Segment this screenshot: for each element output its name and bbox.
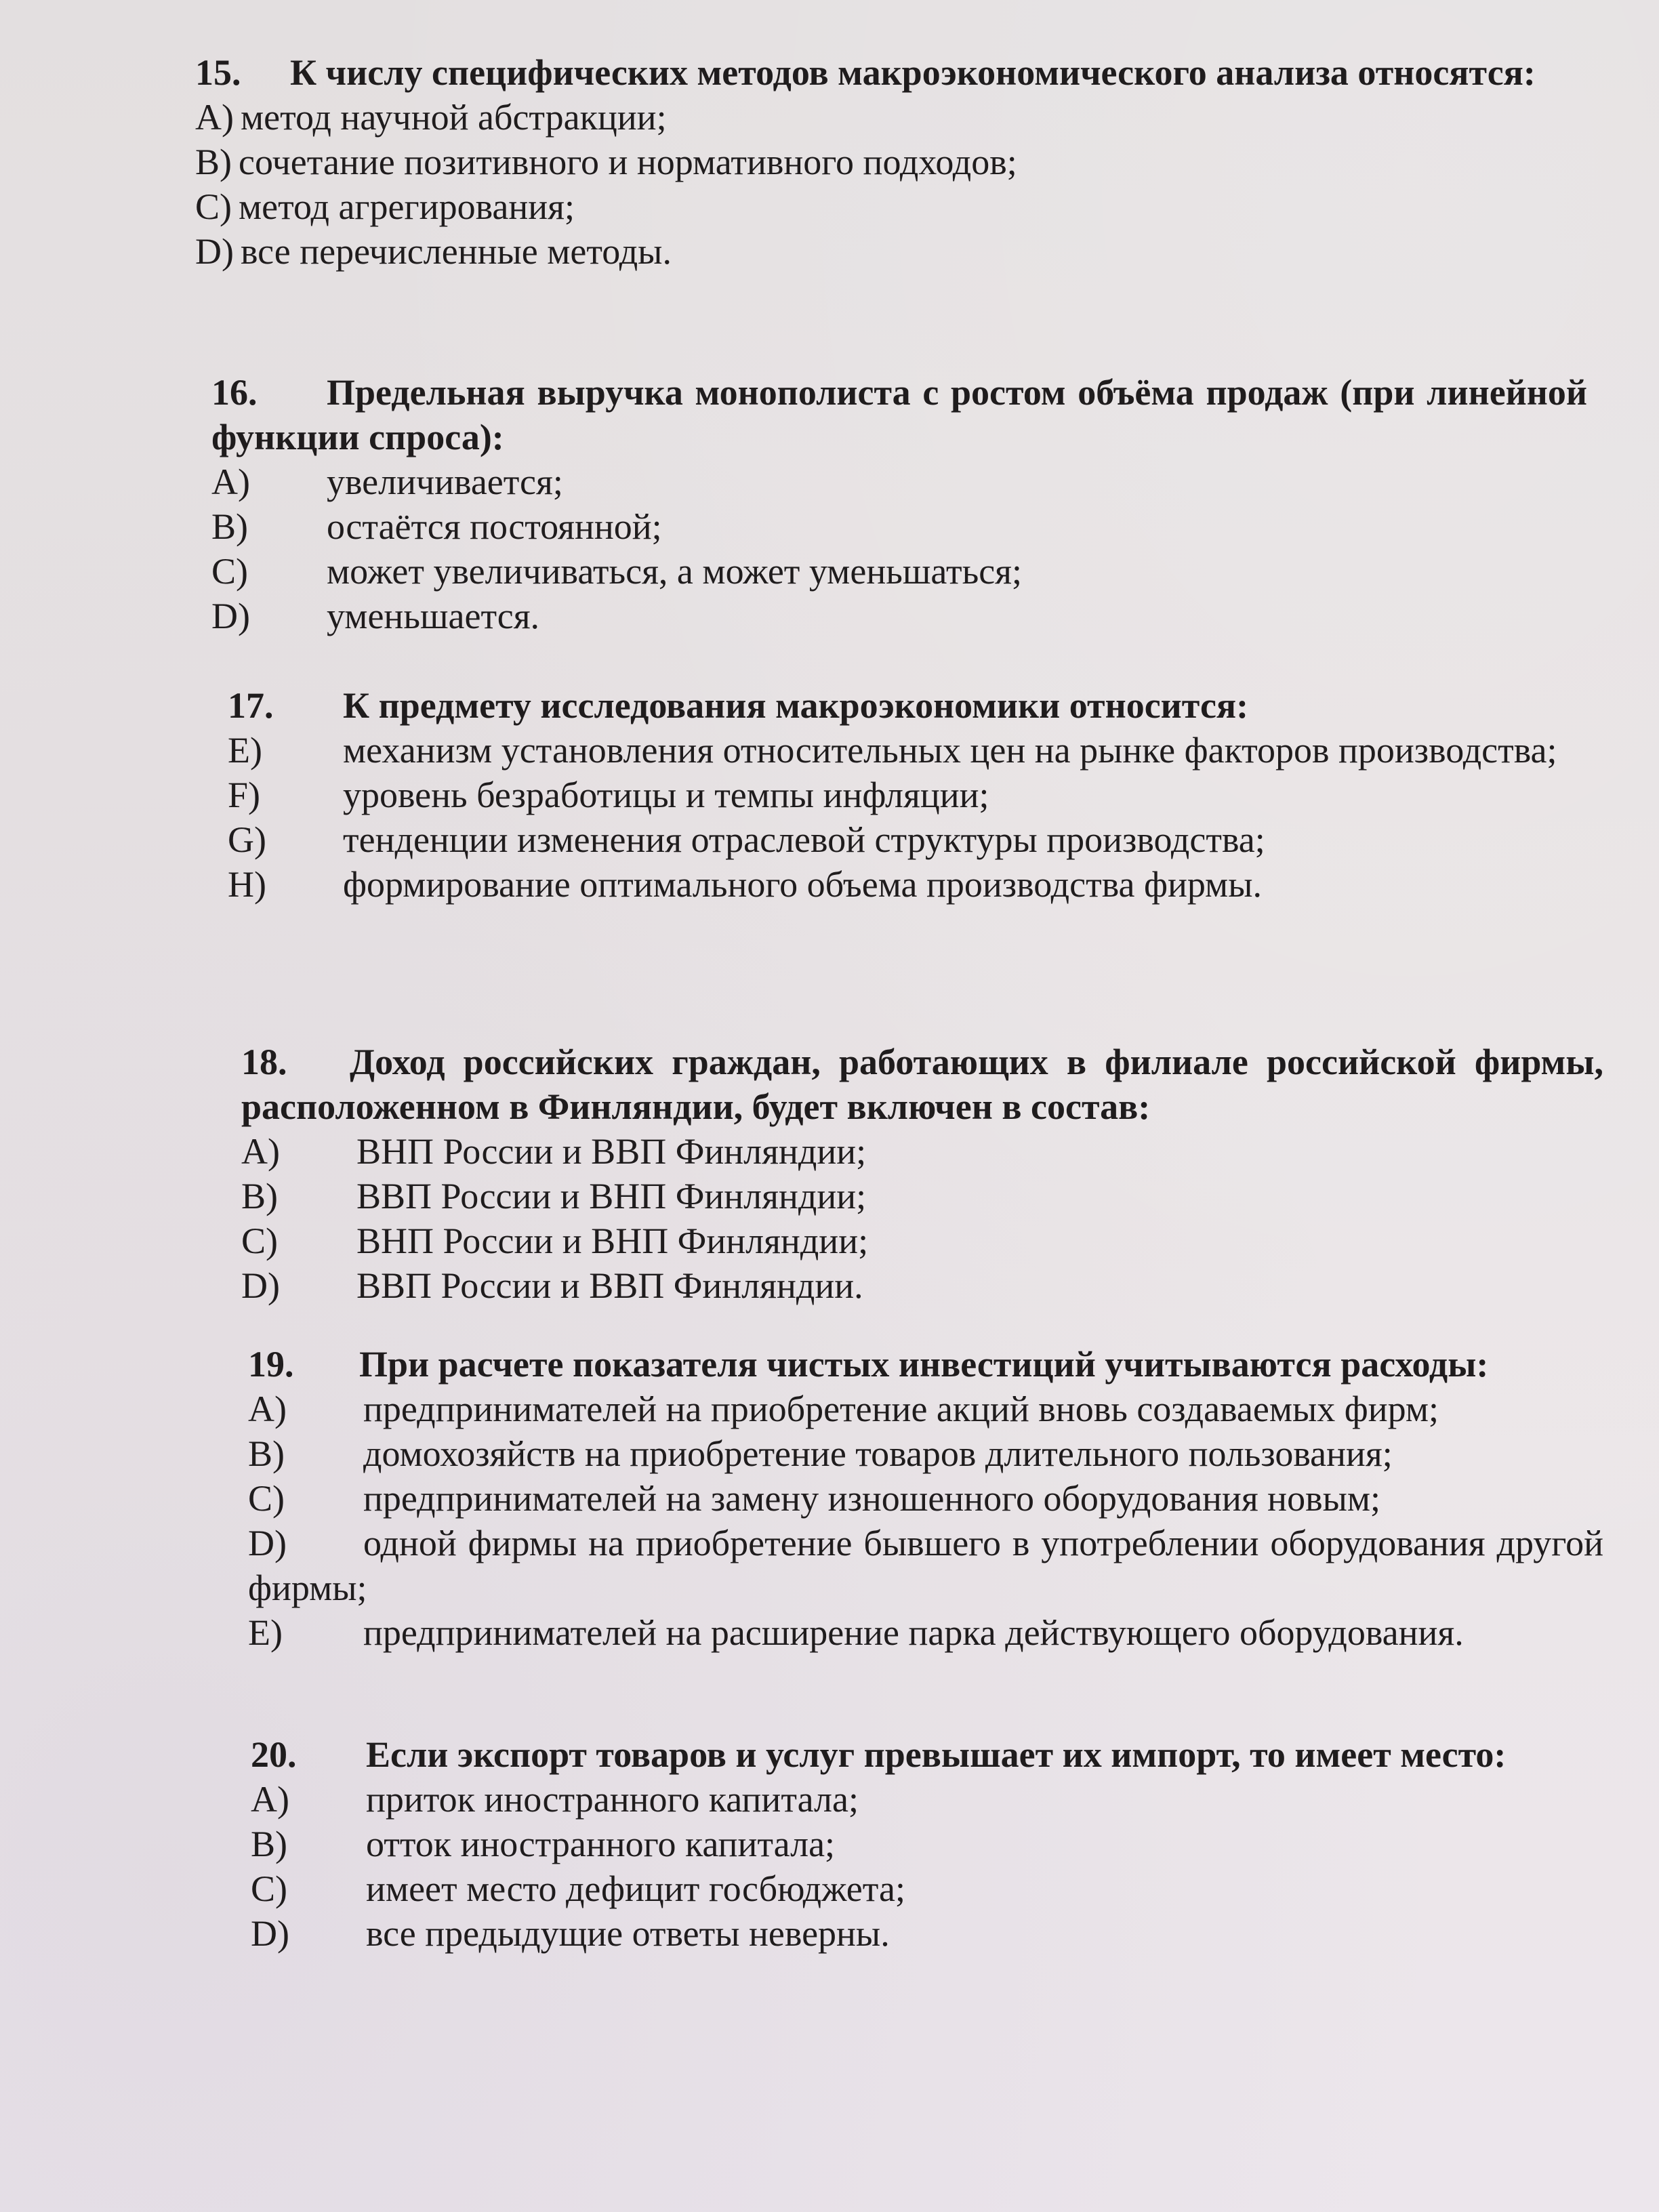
option-text: уровень безработицы и темпы инфляции;	[343, 775, 989, 815]
question-title	[248, 1342, 1603, 1387]
option-letter: B)	[211, 506, 248, 547]
answer-option	[195, 140, 1584, 184]
option-letter: D)	[195, 231, 234, 272]
question-text: При расчете показателя чистых инвестиций учитываются расходы:	[359, 1344, 1489, 1385]
answer-option	[228, 862, 1597, 907]
option-letter: A)	[248, 1389, 287, 1429]
option-letter: B)	[195, 142, 232, 182]
question-text: К предмету исследования макроэкономики относится:	[343, 685, 1249, 726]
answer-option	[211, 504, 1587, 549]
question-15	[195, 50, 1584, 274]
option-letter: A)	[195, 97, 234, 138]
answer-option	[195, 95, 1584, 140]
question-number: 20.	[251, 1734, 297, 1775]
question-title	[241, 1040, 1603, 1129]
option-text: формирование оптимального объема производства фирмы.	[343, 864, 1262, 905]
option-text: домохозяйств на приобретение товаров длительного пользования;	[363, 1433, 1393, 1474]
option-text: может увеличиваться, а может уменьшаться;	[327, 551, 1023, 592]
answer-option	[248, 1431, 1603, 1476]
question-title	[211, 370, 1587, 459]
answer-option	[241, 1218, 1603, 1263]
question-number: 15.	[195, 52, 241, 93]
option-letter: D)	[241, 1265, 280, 1306]
question-text: Если экспорт товаров и услуг превышает их импорт, то имеет место:	[366, 1734, 1507, 1775]
option-text: увеличивается;	[327, 462, 563, 502]
option-text: метод агрегирования;	[239, 186, 575, 227]
question-16	[211, 370, 1587, 638]
question-number: 18.	[241, 1042, 287, 1082]
option-text: все предыдущие ответы неверны.	[366, 1913, 890, 1954]
question-title	[195, 50, 1584, 95]
option-letter: C)	[241, 1221, 278, 1261]
answer-option	[251, 1822, 1606, 1866]
option-letter: A)	[211, 462, 250, 502]
option-letter: D)	[211, 596, 250, 636]
option-text: ВНП России и ВВП Финляндии;	[356, 1131, 867, 1172]
answer-option	[251, 1911, 1606, 1956]
answer-option	[251, 1777, 1606, 1822]
answer-option	[248, 1476, 1603, 1521]
option-letter: B)	[241, 1176, 278, 1216]
answer-option	[241, 1263, 1603, 1308]
option-text: ВВП России и ВНП Финляндии;	[356, 1176, 867, 1216]
option-letter: F)	[228, 775, 261, 815]
answer-option	[228, 728, 1597, 773]
question-number: 19.	[248, 1344, 294, 1385]
option-text: уменьшается.	[327, 596, 540, 636]
option-text: ВНП России и ВНП Финляндии;	[356, 1221, 869, 1261]
option-letter: C)	[251, 1868, 287, 1909]
option-text: механизм установления относительных цен на рынке факторов производства;	[343, 730, 1557, 771]
answer-option	[211, 594, 1587, 638]
option-letter: D)	[248, 1523, 287, 1563]
option-text: все перечисленные методы.	[240, 231, 672, 272]
answer-option	[241, 1174, 1603, 1218]
option-text: сочетание позитивного и нормативного подходов;	[239, 142, 1017, 182]
answer-option	[251, 1866, 1606, 1911]
answer-option	[211, 459, 1587, 504]
option-letter: D)	[251, 1913, 289, 1954]
option-text: тенденции изменения отраслевой структуры производства;	[343, 819, 1265, 860]
option-letter: E)	[248, 1612, 283, 1653]
question-title	[251, 1732, 1606, 1777]
question-17	[228, 683, 1597, 907]
option-text: одной фирмы на приобретение бывшего в употреблении оборудования другой фирмы;	[248, 1523, 1603, 1608]
option-letter: C)	[248, 1478, 285, 1519]
option-text: метод научной абстракции;	[240, 97, 667, 138]
option-letter: B)	[251, 1824, 287, 1864]
question-text: Предельная выручка монополиста с ростом объёма продаж (при линейной функции спроса):	[211, 372, 1587, 457]
question-text: Доход российских граждан, работающих в филиале российской фирмы, расположенном в Финляндии, будет включен в состав:	[241, 1042, 1603, 1127]
option-text: имеет место дефицит госбюджета;	[366, 1868, 905, 1909]
question-number: 17.	[228, 685, 274, 726]
option-text: предпринимателей на расширение парка действующего оборудования.	[363, 1612, 1464, 1653]
answer-option	[195, 184, 1584, 229]
question-19	[248, 1342, 1603, 1655]
option-letter: E)	[228, 730, 262, 771]
option-letter: C)	[195, 186, 232, 227]
option-text: приток иностранного капитала;	[366, 1779, 859, 1820]
option-letter: G)	[228, 819, 266, 860]
option-letter: B)	[248, 1433, 285, 1474]
answer-option	[195, 229, 1584, 274]
answer-option	[248, 1610, 1603, 1655]
question-18	[241, 1040, 1603, 1308]
option-text: ВВП России и ВВП Финляндии.	[356, 1265, 863, 1306]
option-letter: H)	[228, 864, 266, 905]
question-number: 16.	[211, 372, 258, 413]
option-letter: C)	[211, 551, 248, 592]
answer-option	[248, 1521, 1603, 1610]
question-20	[251, 1732, 1606, 1956]
option-text: остаётся постоянной;	[327, 506, 662, 547]
answer-option	[228, 773, 1597, 817]
answer-option	[228, 817, 1597, 862]
answer-option	[241, 1129, 1603, 1174]
option-letter: A)	[241, 1131, 280, 1172]
answer-option	[211, 549, 1587, 594]
question-text: К числу специфических методов макроэкономического анализа относятся:	[290, 52, 1536, 93]
option-letter: A)	[251, 1779, 289, 1820]
answer-option	[248, 1387, 1603, 1431]
option-text: отток иностранного капитала;	[366, 1824, 836, 1864]
option-text: предпринимателей на приобретение акций вновь создаваемых фирм;	[363, 1389, 1439, 1429]
option-text: предпринимателей на замену изношенного оборудования новым;	[363, 1478, 1381, 1519]
question-title	[228, 683, 1597, 728]
